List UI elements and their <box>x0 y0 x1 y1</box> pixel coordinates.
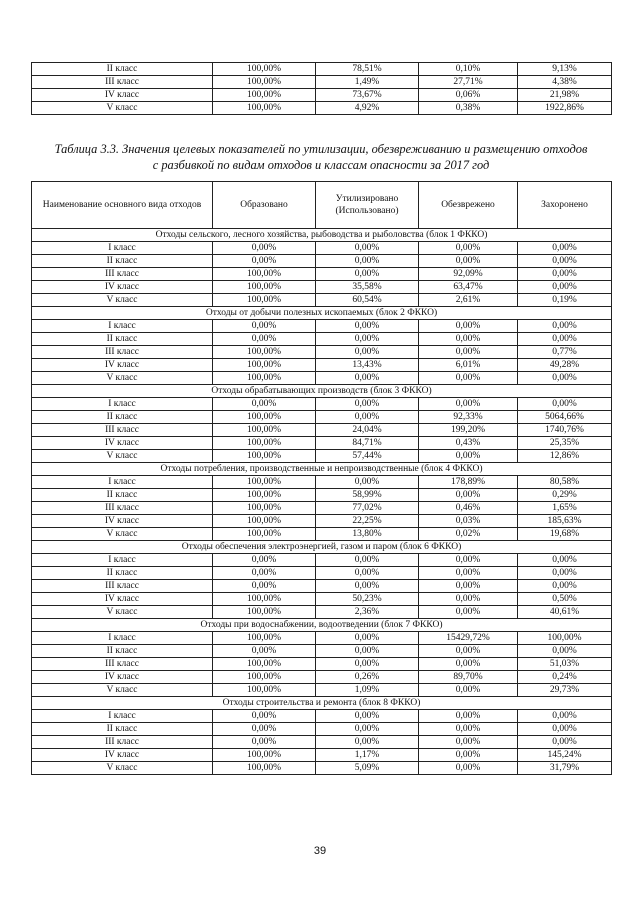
table-row <box>32 671 612 684</box>
value-cell: 0,00% <box>518 242 612 255</box>
value-cell: 5064,66% <box>518 411 612 424</box>
value-cell: 0,00% <box>316 242 419 255</box>
class-label-cell: II класс <box>32 723 213 736</box>
class-label-cell: V класс <box>32 294 213 307</box>
value-cell: 0,00% <box>213 333 316 346</box>
value-cell: 0,00% <box>518 645 612 658</box>
value-cell: 25,35% <box>518 437 612 450</box>
class-label-cell: III класс <box>32 268 213 281</box>
value-cell: 100,00% <box>213 281 316 294</box>
value-cell: 100,00% <box>213 63 316 76</box>
value-cell: 0,24% <box>518 671 612 684</box>
class-label-cell: V класс <box>32 528 213 541</box>
value-cell: 0,00% <box>316 268 419 281</box>
value-cell: 40,61% <box>518 606 612 619</box>
class-label-cell: I класс <box>32 710 213 723</box>
value-cell: 0,00% <box>213 242 316 255</box>
class-label-cell: IV класс <box>32 593 213 606</box>
value-cell: 31,79% <box>518 762 612 775</box>
value-cell: 1,17% <box>316 749 419 762</box>
value-cell: 60,54% <box>316 294 419 307</box>
table-row <box>32 411 612 424</box>
value-cell: 0,00% <box>419 645 518 658</box>
value-cell: 0,00% <box>213 320 316 333</box>
value-cell: 100,00% <box>213 489 316 502</box>
value-cell: 13,43% <box>316 359 419 372</box>
table-row <box>32 567 612 580</box>
table-row <box>32 710 612 723</box>
block-title-row <box>32 385 612 398</box>
value-cell: 1740,76% <box>518 424 612 437</box>
value-cell: 0,00% <box>518 281 612 294</box>
value-cell: 0,00% <box>316 411 419 424</box>
value-cell: 1,49% <box>316 76 419 89</box>
value-cell: 0,00% <box>316 554 419 567</box>
table-row <box>32 489 612 502</box>
table-row <box>32 242 612 255</box>
value-cell: 0,00% <box>419 567 518 580</box>
value-cell: 0,00% <box>213 710 316 723</box>
value-cell: 0,00% <box>213 255 316 268</box>
value-cell: 0,00% <box>419 749 518 762</box>
value-cell: 0,00% <box>518 723 612 736</box>
class-label-cell: III класс <box>32 736 213 749</box>
value-cell: 0,00% <box>419 242 518 255</box>
value-cell: 0,00% <box>518 567 612 580</box>
class-label-cell: IV класс <box>32 749 213 762</box>
value-cell: 0,00% <box>419 723 518 736</box>
class-label-cell: III класс <box>32 424 213 437</box>
table-row <box>32 580 612 593</box>
table-row <box>32 762 612 775</box>
class-label-cell: III класс <box>32 346 213 359</box>
block-title-cell: Отходы строительства и ремонта (блок 8 ФККО) <box>32 697 612 710</box>
value-cell: 100,00% <box>213 658 316 671</box>
value-cell: 58,99% <box>316 489 419 502</box>
table-row <box>32 450 612 463</box>
header-generated: Образовано <box>213 182 316 229</box>
main-table <box>31 181 612 775</box>
value-cell: 100,00% <box>213 632 316 645</box>
value-cell: 0,00% <box>419 320 518 333</box>
page-number: 39 <box>313 845 327 857</box>
value-cell: 0,00% <box>316 372 419 385</box>
value-cell: 100,00% <box>213 346 316 359</box>
value-cell: 0,00% <box>316 346 419 359</box>
value-cell: 100,00% <box>213 762 316 775</box>
class-label-cell: III класс <box>32 502 213 515</box>
value-cell: 100,00% <box>213 102 316 115</box>
block-title-cell: Отходы сельского, лесного хозяйства, рыбоводства и рыболовства (блок 1 ФККО) <box>32 229 612 242</box>
table-row <box>32 255 612 268</box>
block-title-cell: Отходы от добычи полезных ископаемых (блок 2 ФККО) <box>32 307 612 320</box>
value-cell: 0,00% <box>419 606 518 619</box>
value-cell: 145,24% <box>518 749 612 762</box>
value-cell: 100,00% <box>518 632 612 645</box>
value-cell: 100,00% <box>213 359 316 372</box>
table-row <box>32 632 612 645</box>
value-cell: 5,09% <box>316 762 419 775</box>
table-row <box>32 515 612 528</box>
header-neutralized: Обезврежено <box>419 182 518 229</box>
value-cell: 0,00% <box>419 554 518 567</box>
table-row <box>32 268 612 281</box>
class-label-cell: II класс <box>32 567 213 580</box>
value-cell: 0,00% <box>419 762 518 775</box>
table-row <box>32 593 612 606</box>
header-waste-type: Наименование основного вида отходов <box>32 182 213 229</box>
class-label-cell: V класс <box>32 372 213 385</box>
value-cell: 100,00% <box>213 515 316 528</box>
value-cell: 100,00% <box>213 89 316 102</box>
value-cell: 12,86% <box>518 450 612 463</box>
table-row <box>32 606 612 619</box>
value-cell: 9,13% <box>518 63 612 76</box>
table-row <box>32 76 612 89</box>
value-cell: 100,00% <box>213 268 316 281</box>
value-cell: 100,00% <box>213 684 316 697</box>
value-cell: 50,23% <box>316 593 419 606</box>
table-row <box>32 359 612 372</box>
value-cell: 0,00% <box>518 333 612 346</box>
value-cell: 22,25% <box>316 515 419 528</box>
value-cell: 2,36% <box>316 606 419 619</box>
value-cell: 100,00% <box>213 450 316 463</box>
value-cell: 6,01% <box>419 359 518 372</box>
value-cell: 0,00% <box>419 580 518 593</box>
value-cell: 35,58% <box>316 281 419 294</box>
class-label-cell: V класс <box>32 606 213 619</box>
value-cell: 100,00% <box>213 424 316 437</box>
table-row <box>32 346 612 359</box>
value-cell: 100,00% <box>213 593 316 606</box>
table-row <box>32 684 612 697</box>
value-cell: 0,00% <box>518 268 612 281</box>
value-cell: 0,00% <box>213 723 316 736</box>
class-label-cell: V класс <box>32 684 213 697</box>
value-cell: 19,68% <box>518 528 612 541</box>
table-row <box>32 320 612 333</box>
value-cell: 1922,86% <box>518 102 612 115</box>
value-cell: 0,00% <box>419 736 518 749</box>
value-cell: 0,00% <box>316 255 419 268</box>
value-cell: 0,06% <box>419 89 518 102</box>
block-title-cell: Отходы обрабатывающих производств (блок 3 ФККО) <box>32 385 612 398</box>
value-cell: 0,00% <box>213 567 316 580</box>
table-row <box>32 658 612 671</box>
value-cell: 0,10% <box>419 63 518 76</box>
value-cell: 0,38% <box>419 102 518 115</box>
value-cell: 0,46% <box>419 502 518 515</box>
value-cell: 0,00% <box>213 580 316 593</box>
block-title-cell: Отходы потребления, производственные и непроизводственные (блок 4 ФККО) <box>32 463 612 476</box>
header-row <box>32 182 612 229</box>
value-cell: 0,00% <box>419 489 518 502</box>
value-cell: 0,00% <box>316 645 419 658</box>
class-label-cell: V класс <box>32 102 213 115</box>
table-row <box>32 502 612 515</box>
value-cell: 0,00% <box>316 398 419 411</box>
value-cell: 51,03% <box>518 658 612 671</box>
class-label-cell: IV класс <box>32 671 213 684</box>
value-cell: 77,02% <box>316 502 419 515</box>
table-row <box>32 437 612 450</box>
block-title-row <box>32 541 612 554</box>
class-label-cell: I класс <box>32 554 213 567</box>
table-row <box>32 89 612 102</box>
value-cell: 100,00% <box>213 411 316 424</box>
value-cell: 0,00% <box>213 645 316 658</box>
value-cell: 0,00% <box>419 684 518 697</box>
header-utilized: Утилизировано (Использовано) <box>316 182 419 229</box>
value-cell: 21,98% <box>518 89 612 102</box>
value-cell: 0,00% <box>518 320 612 333</box>
value-cell: 80,58% <box>518 476 612 489</box>
value-cell: 0,00% <box>419 346 518 359</box>
value-cell: 0,00% <box>316 320 419 333</box>
value-cell: 100,00% <box>213 528 316 541</box>
table-row <box>32 102 612 115</box>
class-label-cell: I класс <box>32 320 213 333</box>
value-cell: 0,00% <box>419 398 518 411</box>
value-cell: 57,44% <box>316 450 419 463</box>
table-row <box>32 424 612 437</box>
value-cell: 0,43% <box>419 437 518 450</box>
class-label-cell: I класс <box>32 476 213 489</box>
value-cell: 15429,72% <box>419 632 518 645</box>
value-cell: 1,09% <box>316 684 419 697</box>
value-cell: 0,00% <box>518 580 612 593</box>
class-label-cell: IV класс <box>32 89 213 102</box>
class-label-cell: IV класс <box>32 515 213 528</box>
class-label-cell: I класс <box>32 632 213 645</box>
value-cell: 0,00% <box>518 255 612 268</box>
value-cell: 0,00% <box>518 554 612 567</box>
value-cell: 63,47% <box>419 281 518 294</box>
value-cell: 178,89% <box>419 476 518 489</box>
value-cell: 73,67% <box>316 89 419 102</box>
block-title-row <box>32 619 612 632</box>
table-row <box>32 398 612 411</box>
value-cell: 0,00% <box>419 372 518 385</box>
value-cell: 0,00% <box>518 398 612 411</box>
value-cell: 0,00% <box>316 723 419 736</box>
value-cell: 2,61% <box>419 294 518 307</box>
value-cell: 0,00% <box>213 554 316 567</box>
class-label-cell: II класс <box>32 489 213 502</box>
class-label-cell: V класс <box>32 450 213 463</box>
table-row <box>32 723 612 736</box>
caption-line-2: с разбивкой по видам отходов и классам опасности за 2017 год <box>152 158 490 172</box>
value-cell: 27,71% <box>419 76 518 89</box>
value-cell: 0,00% <box>316 632 419 645</box>
value-cell: 0,00% <box>419 450 518 463</box>
value-cell: 24,04% <box>316 424 419 437</box>
class-label-cell: IV класс <box>32 281 213 294</box>
class-label-cell: II класс <box>32 411 213 424</box>
table-row <box>32 333 612 346</box>
block-title-row <box>32 697 612 710</box>
value-cell: 0,50% <box>518 593 612 606</box>
value-cell: 0,19% <box>518 294 612 307</box>
value-cell: 0,29% <box>518 489 612 502</box>
class-label-cell: I класс <box>32 242 213 255</box>
value-cell: 100,00% <box>213 671 316 684</box>
class-label-cell: III класс <box>32 580 213 593</box>
value-cell: 4,92% <box>316 102 419 115</box>
table-row <box>32 476 612 489</box>
table-row <box>32 645 612 658</box>
value-cell: 100,00% <box>213 476 316 489</box>
table-row <box>32 736 612 749</box>
value-cell: 0,03% <box>419 515 518 528</box>
value-cell: 84,71% <box>316 437 419 450</box>
value-cell: 0,00% <box>518 736 612 749</box>
value-cell: 0,00% <box>316 567 419 580</box>
value-cell: 0,00% <box>419 333 518 346</box>
value-cell: 100,00% <box>213 294 316 307</box>
value-cell: 0,00% <box>213 736 316 749</box>
value-cell: 0,00% <box>213 398 316 411</box>
header-buried: Захоронено <box>518 182 612 229</box>
value-cell: 100,00% <box>213 437 316 450</box>
class-label-cell: V класс <box>32 762 213 775</box>
value-cell: 100,00% <box>213 606 316 619</box>
value-cell: 0,00% <box>419 255 518 268</box>
value-cell: 29,73% <box>518 684 612 697</box>
value-cell: 13,80% <box>316 528 419 541</box>
value-cell: 0,00% <box>518 372 612 385</box>
table-row <box>32 281 612 294</box>
class-label-cell: II класс <box>32 333 213 346</box>
block-title-row <box>32 307 612 320</box>
value-cell: 0,00% <box>419 658 518 671</box>
value-cell: 199,20% <box>419 424 518 437</box>
block-title-cell: Отходы при водоснабжении, водоотведении (блок 7 ФККО) <box>32 619 612 632</box>
value-cell: 185,63% <box>518 515 612 528</box>
class-label-cell: II класс <box>32 645 213 658</box>
table-caption <box>30 141 612 173</box>
top-continuation-table <box>31 62 612 115</box>
value-cell: 0,00% <box>316 476 419 489</box>
value-cell: 100,00% <box>213 502 316 515</box>
class-label-cell: I класс <box>32 398 213 411</box>
class-label-cell: II класс <box>32 255 213 268</box>
value-cell: 0,26% <box>316 671 419 684</box>
class-label-cell: II класс <box>32 63 213 76</box>
value-cell: 0,00% <box>316 658 419 671</box>
value-cell: 0,00% <box>316 736 419 749</box>
value-cell: 89,70% <box>419 671 518 684</box>
table-row <box>32 749 612 762</box>
value-cell: 92,09% <box>419 268 518 281</box>
value-cell: 0,00% <box>419 593 518 606</box>
value-cell: 0,77% <box>518 346 612 359</box>
table-row <box>32 294 612 307</box>
block-title-row <box>32 463 612 476</box>
value-cell: 0,00% <box>419 710 518 723</box>
value-cell: 0,02% <box>419 528 518 541</box>
value-cell: 0,00% <box>316 710 419 723</box>
value-cell: 92,33% <box>419 411 518 424</box>
value-cell: 0,00% <box>518 710 612 723</box>
table-row <box>32 372 612 385</box>
value-cell: 0,00% <box>316 333 419 346</box>
value-cell: 4,38% <box>518 76 612 89</box>
caption-line-1: Таблица 3.3. Значения целевых показателей по утилизации, обезвреживанию и размещению отходов <box>54 142 588 156</box>
table-row <box>32 63 612 76</box>
value-cell: 49,28% <box>518 359 612 372</box>
value-cell: 0,00% <box>316 580 419 593</box>
class-label-cell: IV класс <box>32 437 213 450</box>
class-label-cell: III класс <box>32 76 213 89</box>
value-cell: 100,00% <box>213 372 316 385</box>
table-row <box>32 554 612 567</box>
class-label-cell: III класс <box>32 658 213 671</box>
value-cell: 1,65% <box>518 502 612 515</box>
table-row <box>32 528 612 541</box>
block-title-cell: Отходы обеспечения электроэнергией, газом и паром (блок 6 ФККО) <box>32 541 612 554</box>
value-cell: 78,51% <box>316 63 419 76</box>
value-cell: 100,00% <box>213 76 316 89</box>
value-cell: 100,00% <box>213 749 316 762</box>
class-label-cell: IV класс <box>32 359 213 372</box>
block-title-row <box>32 229 612 242</box>
